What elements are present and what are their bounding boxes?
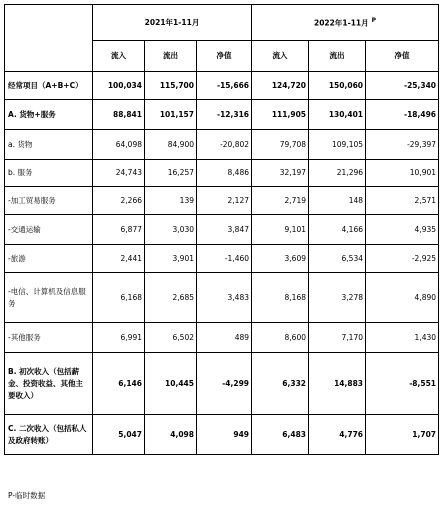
value-cell: -15,666 (197, 72, 252, 100)
value-cell: 115,700 (145, 72, 197, 100)
row-label: a. 货物 (5, 130, 93, 160)
value-cell: 10,445 (145, 353, 197, 415)
value-cell: 6,991 (93, 323, 145, 353)
row-label: -电信、计算机及信息服务 (5, 273, 93, 323)
value-cell: 3,609 (252, 245, 309, 273)
value-cell: 2,685 (145, 273, 197, 323)
value-cell: 2,571 (366, 187, 439, 215)
value-cell: 6,483 (252, 415, 309, 455)
table-row (5, 160, 439, 187)
value-cell: 949 (197, 415, 252, 455)
value-cell: 489 (197, 323, 252, 353)
value-cell: 6,502 (145, 323, 197, 353)
value-cell: 24,743 (93, 160, 145, 187)
value-cell: 1,430 (366, 323, 439, 353)
period-2022-label: 2022年1-11月 (313, 18, 369, 28)
value-cell: 124,720 (252, 72, 309, 100)
value-cell: 4,098 (145, 415, 197, 455)
value-cell: 101,157 (145, 100, 197, 130)
row-label: -交通运输 (5, 215, 93, 245)
table-row (5, 415, 439, 455)
value-cell: 6,332 (252, 353, 309, 415)
table-row (5, 187, 439, 215)
value-cell: 21,296 (309, 160, 366, 187)
row-label: -旅游 (5, 245, 93, 273)
value-cell: -8,551 (366, 353, 439, 415)
value-cell: -29,397 (366, 130, 439, 160)
value-cell: 2,719 (252, 187, 309, 215)
value-cell: -18,496 (366, 100, 439, 130)
value-cell: 6,146 (93, 353, 145, 415)
header-period-row (5, 5, 439, 41)
value-cell: 88,841 (93, 100, 145, 130)
period-2021-header: 2021年1-11月 (93, 5, 252, 41)
value-cell: 16,257 (145, 160, 197, 187)
value-cell: 6,877 (93, 215, 145, 245)
value-cell: 109,105 (309, 130, 366, 160)
value-cell: 3,030 (145, 215, 197, 245)
row-label: A. 货物+服务 (5, 100, 93, 130)
value-cell: 111,905 (252, 100, 309, 130)
value-cell: 1,707 (366, 415, 439, 455)
value-cell: -4,299 (197, 353, 252, 415)
provisional-superscript: P (371, 17, 377, 25)
value-cell: 9,101 (252, 215, 309, 245)
footnote: P-临时数据 (8, 491, 46, 500)
value-cell: -20,802 (197, 130, 252, 160)
header-corner-cell (5, 5, 93, 72)
col-inflow-2022: 流入 (252, 41, 309, 72)
table-row (5, 215, 439, 245)
value-cell: 4,935 (366, 215, 439, 245)
row-label: b. 服务 (5, 160, 93, 187)
col-inflow-2021: 流入 (93, 41, 145, 72)
value-cell: 3,483 (197, 273, 252, 323)
value-cell: 3,901 (145, 245, 197, 273)
value-cell: 4,166 (309, 215, 366, 245)
col-outflow-2022: 流出 (309, 41, 366, 72)
row-label: 经常项目（A+B+C） (5, 72, 93, 100)
value-cell: 32,197 (252, 160, 309, 187)
value-cell: 79,708 (252, 130, 309, 160)
col-net-2022: 净值 (366, 41, 439, 72)
value-cell: 3,847 (197, 215, 252, 245)
value-cell: -25,340 (366, 72, 439, 100)
value-cell: 4,776 (309, 415, 366, 455)
table-row (5, 323, 439, 353)
value-cell: -12,316 (197, 100, 252, 130)
value-cell: -2,925 (366, 245, 439, 273)
value-cell: 2,266 (93, 187, 145, 215)
value-cell: 84,900 (145, 130, 197, 160)
table-row (5, 353, 439, 415)
row-label: B. 初次收入（包括薪金、投资收益、其他主要收入） (5, 353, 93, 415)
value-cell: -1,460 (197, 245, 252, 273)
value-cell: 3,278 (309, 273, 366, 323)
row-label: C. 二次收入（包括私人及政府转账） (5, 415, 93, 455)
value-cell: 14,883 (309, 353, 366, 415)
value-cell: 5,047 (93, 415, 145, 455)
value-cell: 8,600 (252, 323, 309, 353)
table-row (5, 72, 439, 100)
col-outflow-2021: 流出 (145, 41, 197, 72)
value-cell: 7,170 (309, 323, 366, 353)
value-cell: 100,034 (93, 72, 145, 100)
value-cell: 148 (309, 187, 366, 215)
value-cell: 6,168 (93, 273, 145, 323)
row-label: -其他服务 (5, 323, 93, 353)
table-row (5, 130, 439, 160)
value-cell: 2,441 (93, 245, 145, 273)
value-cell: 64,098 (93, 130, 145, 160)
value-cell: 130,401 (309, 100, 366, 130)
period-2022-header (252, 5, 439, 41)
value-cell: 8,168 (252, 273, 309, 323)
table-row (5, 245, 439, 273)
balance-of-payments-table (4, 4, 439, 455)
value-cell: 150,060 (309, 72, 366, 100)
value-cell: 139 (145, 187, 197, 215)
value-cell: 4,890 (366, 273, 439, 323)
col-net-2021: 净值 (197, 41, 252, 72)
table-row (5, 273, 439, 323)
table-row (5, 100, 439, 130)
value-cell: 10,901 (366, 160, 439, 187)
value-cell: 2,127 (197, 187, 252, 215)
value-cell: 6,534 (309, 245, 366, 273)
value-cell: 8,486 (197, 160, 252, 187)
row-label: -加工贸易服务 (5, 187, 93, 215)
